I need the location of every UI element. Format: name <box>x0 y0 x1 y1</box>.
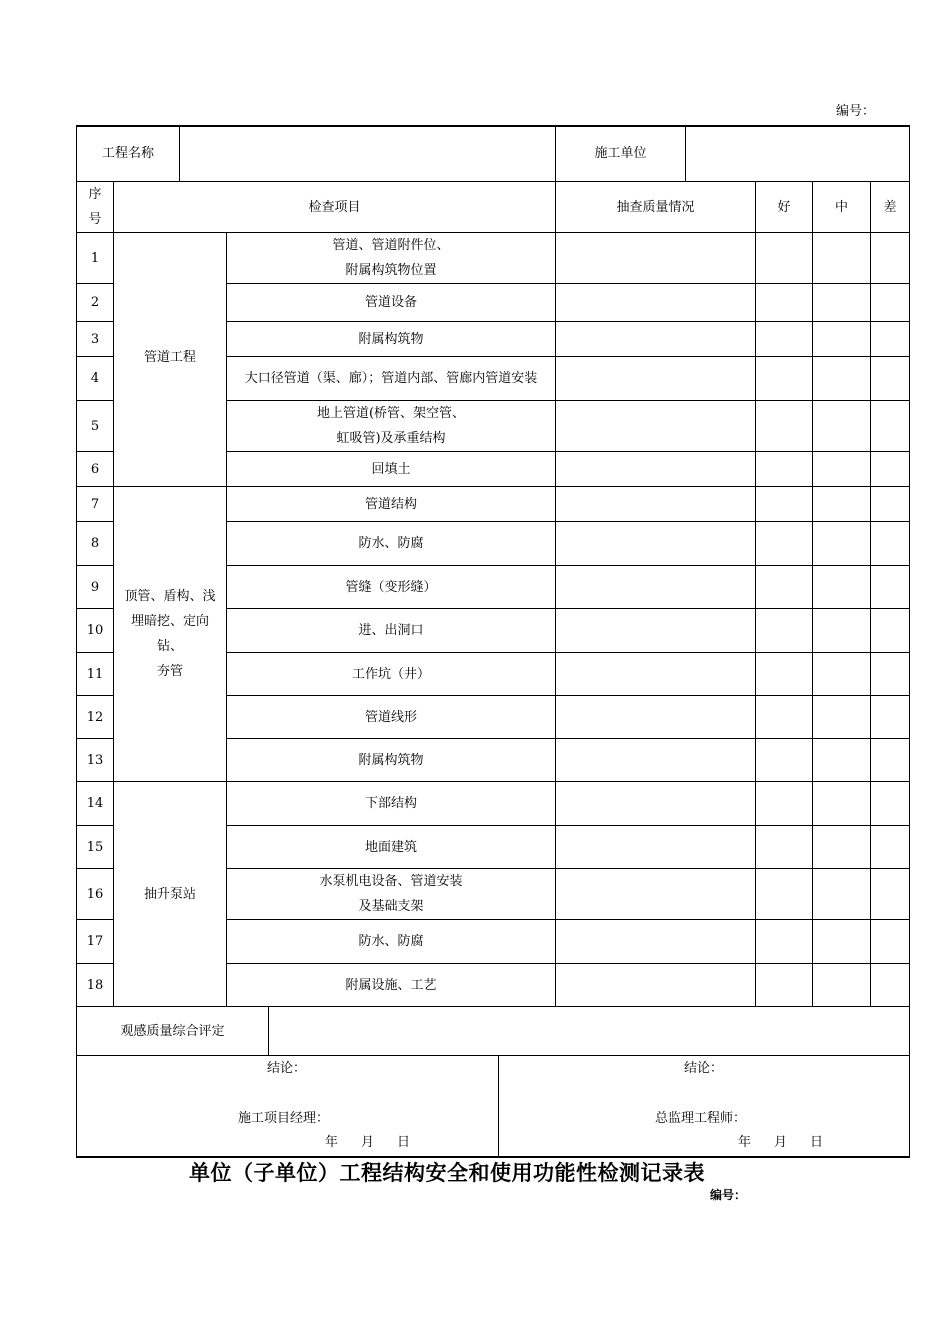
inspection-item <box>227 522 555 565</box>
chief-supervisor-label: 总监理工程师： <box>655 1111 747 1126</box>
quality-check-field[interactable] <box>556 653 755 695</box>
quality-check-field[interactable] <box>556 452 755 486</box>
inspection-item <box>227 653 555 695</box>
inspection-item-line: 附属设施、工艺 <box>345 977 437 993</box>
row-number: 16 <box>86 886 104 902</box>
seq-column-header <box>77 182 113 232</box>
group-name-line: 埋暗挖、定向 <box>130 614 209 629</box>
inspection-item <box>227 826 555 868</box>
medium-check-field[interactable] <box>813 566 870 608</box>
inspection-item <box>227 782 555 825</box>
inspection-item-line: 大口径管道（渠、廊）；管道内部、管廊内管道安装 <box>244 371 538 386</box>
good-check-field[interactable] <box>756 487 812 521</box>
overall-evaluation-label: 观感质量综合评定 <box>120 1023 225 1039</box>
inspection-item-line: 水泵机电设备、管道安装 <box>319 874 463 889</box>
inspection-item <box>227 609 555 652</box>
row-number: 14 <box>86 796 104 811</box>
inspection-item <box>227 566 555 608</box>
good-check-field[interactable] <box>756 739 812 781</box>
inspection-item <box>227 739 555 781</box>
inspection-item-line: 管道、管道附件位、 <box>332 238 450 253</box>
good-check-field[interactable] <box>756 696 812 738</box>
poor-check-field[interactable] <box>871 487 909 521</box>
group-name-pipeline <box>114 233 226 486</box>
medium-check-field[interactable] <box>813 322 870 356</box>
poor-check-field[interactable] <box>871 322 909 356</box>
group-name-line: 顶管、盾构、浅 <box>124 589 216 604</box>
good-check-field[interactable] <box>756 284 812 321</box>
overall-evaluation-field[interactable] <box>269 1007 909 1055</box>
good-check-field[interactable] <box>756 522 812 565</box>
poor-check-field[interactable] <box>871 566 909 608</box>
quality-check-field[interactable] <box>556 739 755 781</box>
good-check-field[interactable] <box>756 609 812 652</box>
inspection-item-line: 管道结构 <box>364 496 417 512</box>
row-number: 17 <box>86 934 104 949</box>
inspection-item-line: 进、出洞口 <box>358 623 424 638</box>
medium-check-field[interactable] <box>813 401 870 451</box>
poor-check-field[interactable] <box>871 284 909 321</box>
row-number: 2 <box>90 295 100 310</box>
document-number-label: 编号： <box>836 104 876 119</box>
row-number: 3 <box>90 331 100 347</box>
poor-check-field[interactable] <box>871 233 909 283</box>
quality-check-field[interactable] <box>556 826 755 868</box>
inspection-item <box>227 487 555 521</box>
group-name-line: 夯管 <box>156 664 183 679</box>
quality-check-field[interactable] <box>556 284 755 321</box>
row-number: 12 <box>86 709 104 725</box>
good-check-field[interactable] <box>756 233 812 283</box>
group-name-line: 钻、 <box>156 639 183 654</box>
inspection-item-line: 下部结构 <box>364 796 417 811</box>
inspection-item-line: 回填土 <box>371 461 411 477</box>
inspection-item <box>227 322 555 356</box>
row-number: 7 <box>90 496 100 512</box>
quality-column-header: 抽查质量情况 <box>616 199 695 215</box>
item-column-header: 检查项目 <box>308 199 361 215</box>
medium-check-field[interactable] <box>813 233 870 283</box>
seq-header-line: 号 <box>88 212 102 227</box>
inspection-item-line: 地面建筑 <box>364 839 417 855</box>
inspection-item-line: 防水、防腐 <box>358 536 424 551</box>
next-form-title: 单位（子单位）工程结构安全和使用功能性检测记录表 <box>189 1161 705 1185</box>
inspection-item-line: 地上管道(桥管、架空管、 <box>316 406 466 421</box>
left-conclusion-label: 结论： <box>267 1061 307 1076</box>
row-number: 11 <box>86 666 104 682</box>
poor-check-field[interactable] <box>871 653 909 695</box>
good-check-field[interactable] <box>756 920 812 963</box>
medium-check-field[interactable] <box>813 826 870 868</box>
inspection-item <box>227 401 555 451</box>
poor-check-field[interactable] <box>871 452 909 486</box>
quality-check-field[interactable] <box>556 401 755 451</box>
right-date-day: 日 <box>810 1135 824 1150</box>
inspection-item-line: 及基础支架 <box>358 899 424 914</box>
left-date-year: 年 <box>325 1135 339 1150</box>
poor-check-field[interactable] <box>871 920 909 963</box>
group-name-trenchless <box>114 487 226 781</box>
project-name-label: 工程名称 <box>101 146 154 161</box>
good-check-field[interactable] <box>756 357 812 400</box>
poor-check-field[interactable] <box>871 696 909 738</box>
right-date-month: 月 <box>774 1135 788 1150</box>
project-name-field[interactable] <box>180 126 555 181</box>
group-name-line: 管道工程 <box>143 350 196 365</box>
quality-check-field[interactable] <box>556 566 755 608</box>
inspection-item <box>227 964 555 1006</box>
left-date-day: 日 <box>397 1135 411 1150</box>
medium-check-field[interactable] <box>813 452 870 486</box>
medium-check-field[interactable] <box>813 284 870 321</box>
good-check-field[interactable] <box>756 653 812 695</box>
inspection-item <box>227 696 555 738</box>
quality-check-field[interactable] <box>556 609 755 652</box>
inspection-item-line: 管道设备 <box>364 295 417 310</box>
medium-check-field[interactable] <box>813 522 870 565</box>
inspection-item <box>227 920 555 963</box>
quality-check-field[interactable] <box>556 487 755 521</box>
medium-check-field[interactable] <box>813 696 870 738</box>
medium-check-field[interactable] <box>813 869 870 919</box>
row-number: 5 <box>90 418 100 434</box>
left-date-month: 月 <box>361 1135 375 1150</box>
inspection-item-line: 管缝（变形缝） <box>345 579 437 595</box>
right-conclusion-label: 结论： <box>684 1061 724 1076</box>
row-number: 1 <box>90 250 100 266</box>
inspection-item-line: 附属构筑物 <box>358 752 424 768</box>
good-check-field[interactable] <box>756 869 812 919</box>
quality-check-field[interactable] <box>556 322 755 356</box>
row-number: 6 <box>90 461 100 477</box>
medium-check-field[interactable] <box>813 653 870 695</box>
seq-header-line: 序 <box>88 187 102 202</box>
row-number: 13 <box>86 752 104 768</box>
quality-check-field[interactable] <box>556 964 755 1006</box>
poor-check-field[interactable] <box>871 869 909 919</box>
medium-check-field[interactable] <box>813 357 870 400</box>
poor-check-field[interactable] <box>871 401 909 451</box>
quality-check-field[interactable] <box>556 233 755 283</box>
quality-check-field[interactable] <box>556 869 755 919</box>
inspection-item-line: 管道线形 <box>364 709 417 725</box>
medium-check-field[interactable] <box>813 920 870 963</box>
quality-check-field[interactable] <box>556 357 755 400</box>
row-number: 10 <box>86 623 104 638</box>
quality-check-field[interactable] <box>556 920 755 963</box>
medium-check-field[interactable] <box>813 487 870 521</box>
good-check-field[interactable] <box>756 566 812 608</box>
poor-check-field[interactable] <box>871 826 909 868</box>
good-check-field[interactable] <box>756 322 812 356</box>
next-form-number-label: 编号： <box>710 1188 747 1202</box>
row-number: 8 <box>90 536 100 551</box>
construction-manager-label: 施工项目经理： <box>238 1111 330 1126</box>
poor-check-field[interactable] <box>871 739 909 781</box>
right-date-year: 年 <box>738 1135 752 1150</box>
good-check-field[interactable] <box>756 826 812 868</box>
poor-check-field[interactable] <box>871 357 909 400</box>
row-number: 18 <box>86 977 104 993</box>
row-number: 4 <box>90 371 100 386</box>
group-name-line: 抽升泵站 <box>143 886 196 902</box>
medium-check-field[interactable] <box>813 739 870 781</box>
quality-check-field[interactable] <box>556 696 755 738</box>
quality-check-field[interactable] <box>556 522 755 565</box>
poor-check-field[interactable] <box>871 964 909 1006</box>
inspection-item-line: 防水、防腐 <box>358 934 424 949</box>
inspection-item-line: 附属构筑物 <box>358 331 424 347</box>
group-name-pump-station <box>114 782 226 1006</box>
good-check-field[interactable] <box>756 401 812 451</box>
good-check-field[interactable] <box>756 964 812 1006</box>
medium-check-field[interactable] <box>813 609 870 652</box>
inspection-item-line: 虹吸管)及承重结构 <box>336 431 446 446</box>
quality-check-field[interactable] <box>556 782 755 825</box>
row-number: 9 <box>90 579 100 595</box>
inspection-item-line: 附属构筑物位置 <box>345 263 437 278</box>
inspection-item <box>227 869 555 919</box>
poor-check-field[interactable] <box>871 782 909 825</box>
inspection-item <box>227 284 555 321</box>
medium-check-field[interactable] <box>813 782 870 825</box>
good-column-header: 好 <box>777 199 791 215</box>
medium-check-field[interactable] <box>813 964 870 1006</box>
good-check-field[interactable] <box>756 452 812 486</box>
poor-check-field[interactable] <box>871 609 909 652</box>
medium-column-header: 中 <box>834 199 848 215</box>
inspection-item-line: 工作坑（井） <box>351 666 430 682</box>
poor-column-header: 差 <box>883 199 897 215</box>
inspection-item <box>227 452 555 486</box>
good-check-field[interactable] <box>756 782 812 825</box>
row-number: 15 <box>86 839 104 855</box>
poor-check-field[interactable] <box>871 522 909 565</box>
contractor-field[interactable] <box>686 126 909 181</box>
inspection-item <box>227 357 555 400</box>
contractor-label: 施工单位 <box>594 146 647 161</box>
inspection-item <box>227 233 555 283</box>
